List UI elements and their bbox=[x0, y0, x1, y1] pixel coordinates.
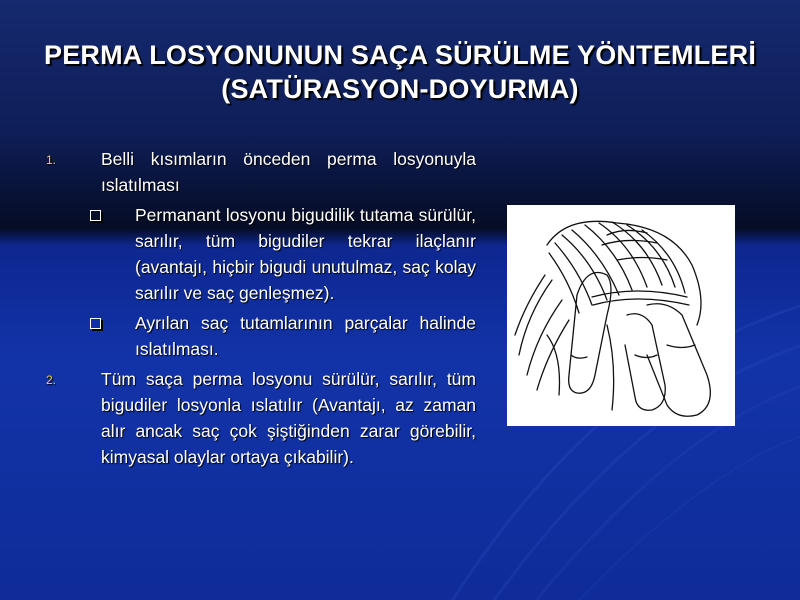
slide-title-line-1: PERMA LOSYONUNUN SAÇA SÜRÜLME YÖNTEMLERİ bbox=[43, 40, 757, 70]
slide-title-line-2: (SATÜRASYON-DOYURMA) bbox=[221, 74, 579, 104]
slide-title bbox=[40, 38, 760, 106]
sub-item-1 bbox=[40, 202, 476, 306]
sub-item-2 bbox=[40, 310, 476, 362]
square-bullet-icon bbox=[90, 318, 101, 329]
list-item-1-text: Belli kısımların önceden perma losyonuyla ıslatılması bbox=[101, 149, 476, 195]
list-item-2 bbox=[40, 366, 476, 470]
slide-content bbox=[40, 146, 476, 474]
hair-roller-illustration bbox=[507, 205, 735, 426]
list-item-2-text: Tüm saça perma losyonu sürülür, sarılır, tüm bigudiler losyonla ıslatılır (Avantajı, az zaman alır ancak saç çok şiştiğinden zarar görebilir, kimyasal olaylar ortaya çıkabilir). bbox=[101, 369, 476, 467]
sub-item-1-text: Permanant losyonu bigudilik tutama sürülür, sarılır, tüm bigudiler tekrar ilaçlanır (avantajı, hiçbir bigudi unutulmaz, saç kolay sarılır ve saç genleşmez). bbox=[135, 205, 476, 303]
list-number-1: 1. bbox=[46, 153, 57, 167]
square-bullet-icon bbox=[90, 210, 101, 221]
list-item-1 bbox=[40, 146, 476, 198]
sub-item-2-text: Ayrılan saç tutamlarının parçalar halinde ıslatılması. bbox=[135, 313, 476, 359]
list-number-2: 2. bbox=[46, 373, 57, 387]
hair-roller-illustration-icon bbox=[507, 205, 735, 426]
